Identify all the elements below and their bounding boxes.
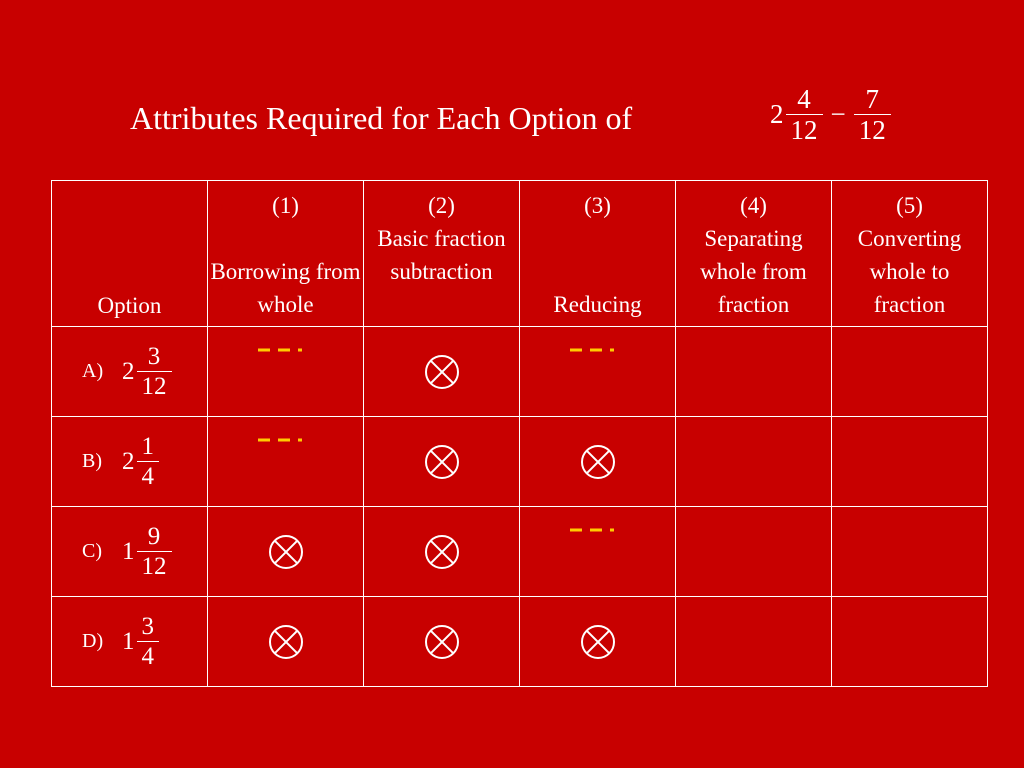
option-numerator: 9: [147, 523, 161, 550]
option-cell: [52, 507, 208, 597]
slide-title: Attributes Required for Each Option of: [130, 100, 633, 136]
dashed-line-icon: [570, 527, 626, 533]
header-attribute-1: [208, 181, 364, 327]
header-label: Converting whole to fraction: [857, 226, 962, 317]
option-whole: 2: [122, 357, 135, 385]
header-number: (2): [428, 193, 455, 218]
expr-numerator-2: 7: [865, 84, 879, 114]
circled-x-icon: [424, 624, 460, 660]
header-attribute-2: [364, 181, 520, 327]
option-mixed-number: [122, 522, 172, 581]
option-fraction: [137, 612, 160, 671]
attribute-cell-4: [676, 597, 832, 687]
attribute-cell-2: [364, 507, 520, 597]
option-label: A): [82, 360, 104, 382]
expr-denominator-1: 12: [786, 114, 823, 145]
attribute-cell-1: [208, 597, 364, 687]
option-fraction: [137, 432, 160, 491]
dashed-line-icon: [570, 347, 626, 353]
option-mixed-number: [122, 342, 172, 401]
option-whole: 2: [122, 447, 135, 475]
attribute-cell-3: [520, 597, 676, 687]
option-whole: 1: [122, 537, 135, 565]
header-attribute-5: [832, 181, 988, 327]
table-row: [52, 507, 988, 597]
option-fraction: [137, 522, 172, 581]
attribute-cell-4: [676, 507, 832, 597]
expr-numerator-1: 4: [797, 84, 811, 114]
attribute-cell-2: [364, 417, 520, 507]
attribute-cell-3: [520, 417, 676, 507]
attribute-cell-5: [832, 327, 988, 417]
header-number: (5): [896, 193, 923, 218]
option-label: C): [82, 540, 102, 562]
attribute-cell-2: [364, 597, 520, 687]
table-row: [52, 327, 988, 417]
option-label: D): [82, 630, 104, 652]
option-denominator: 12: [137, 371, 172, 401]
option-cell: [52, 327, 208, 417]
circled-x-icon: [424, 444, 460, 480]
option-mixed-number: [122, 612, 159, 671]
option-denominator: 12: [137, 551, 172, 581]
attribute-cell-1: [208, 417, 364, 507]
option-fraction: [137, 342, 172, 401]
expr-fraction-2: [854, 84, 891, 145]
header-option: [52, 181, 208, 327]
header-number: (3): [584, 193, 611, 218]
attribute-cell-5: [832, 597, 988, 687]
expr-operator: −: [830, 99, 846, 129]
circled-x-icon: [268, 624, 304, 660]
circled-x-icon: [268, 534, 304, 570]
expr-whole: 2: [770, 99, 784, 129]
attribute-cell-2: [364, 327, 520, 417]
attribute-cell-5: [832, 507, 988, 597]
header-attribute-4: [676, 181, 832, 327]
option-cell: [52, 417, 208, 507]
header-number: (4): [740, 193, 767, 218]
option-mixed-number: [122, 432, 159, 491]
attribute-cell-5: [832, 417, 988, 507]
attributes-table: [51, 180, 988, 687]
option-numerator: 3: [147, 343, 161, 370]
option-numerator: 1: [141, 433, 154, 460]
expr-denominator-2: 12: [854, 114, 891, 145]
option-numerator: 3: [141, 613, 154, 640]
circled-x-icon: [580, 444, 616, 480]
header-label: Option: [97, 293, 162, 318]
header-label: Reducing: [553, 292, 642, 317]
header-label: Separating whole from fraction: [700, 226, 807, 317]
option-denominator: 4: [137, 461, 160, 491]
option-denominator: 4: [137, 641, 160, 671]
option-whole: 1: [122, 627, 135, 655]
header-attribute-3: [520, 181, 676, 327]
attribute-cell-1: [208, 507, 364, 597]
dashed-line-icon: [258, 437, 314, 443]
header-number: (1): [272, 193, 299, 218]
option-label: B): [82, 450, 102, 472]
expr-fraction-1: [786, 84, 823, 145]
circled-x-icon: [424, 534, 460, 570]
title-expression: [770, 84, 891, 145]
table-row: [52, 597, 988, 687]
circled-x-icon: [580, 624, 616, 660]
header-label: Borrowing from whole: [210, 259, 361, 317]
attribute-cell-4: [676, 327, 832, 417]
header-row: [52, 181, 988, 327]
option-cell: [52, 597, 208, 687]
table-row: [52, 417, 988, 507]
dashed-line-icon: [258, 347, 314, 353]
circled-x-icon: [424, 354, 460, 390]
header-label: Basic fraction subtraction: [377, 226, 506, 284]
attribute-cell-3: [520, 507, 676, 597]
attribute-cell-1: [208, 327, 364, 417]
attribute-cell-3: [520, 327, 676, 417]
attribute-cell-4: [676, 417, 832, 507]
